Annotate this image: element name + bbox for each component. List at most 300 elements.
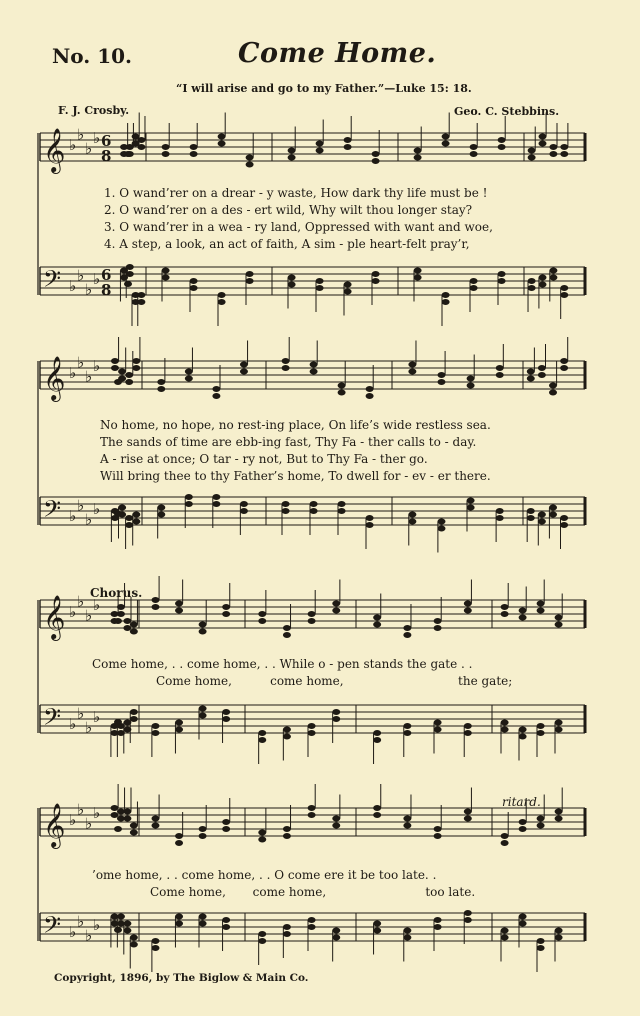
note-head <box>434 826 442 832</box>
note-head <box>151 945 159 951</box>
note-head <box>434 917 442 923</box>
flat-sign-icon: ♭ <box>85 814 93 833</box>
note-head <box>519 608 527 614</box>
note-head <box>310 501 318 507</box>
note-head <box>283 833 291 839</box>
note-head <box>151 823 159 829</box>
note-head <box>308 618 316 624</box>
note-head <box>308 723 316 729</box>
note-head <box>308 917 316 923</box>
note-head <box>332 601 340 607</box>
note-head <box>344 137 352 143</box>
composer-credit: Geo. C. Stebbins. <box>454 105 560 118</box>
note-head <box>137 299 145 305</box>
flat-sign-icon: ♭ <box>77 800 85 819</box>
note-head <box>258 938 266 944</box>
note-head <box>501 840 509 846</box>
note-head <box>175 727 183 733</box>
verse-3-line-1: 3. O wand’rer in a wea - ry land, Oppressed with want and woe, <box>104 220 493 234</box>
flat-sign-icon: ♭ <box>85 510 93 529</box>
note-head <box>185 494 193 500</box>
note-head <box>123 816 131 822</box>
note-head <box>528 155 536 161</box>
note-head <box>222 716 230 722</box>
note-head <box>283 625 291 631</box>
note-head <box>537 823 545 829</box>
note-head <box>222 819 230 825</box>
note-head <box>240 501 248 507</box>
note-head <box>501 928 509 934</box>
note-head <box>496 515 504 521</box>
note-head <box>501 604 509 610</box>
ritard-marking: ritard. <box>502 795 541 809</box>
note-head <box>332 823 340 829</box>
note-head <box>175 840 183 846</box>
note-head <box>130 716 138 722</box>
note-head <box>199 713 207 719</box>
note-head <box>126 264 134 270</box>
note-head <box>560 292 568 298</box>
flat-sign-icon: ♭ <box>85 280 93 299</box>
note-head <box>414 268 422 274</box>
note-head <box>258 931 266 937</box>
note-head <box>175 921 183 927</box>
note-head <box>175 914 183 920</box>
note-head <box>157 505 165 511</box>
note-head <box>372 278 380 284</box>
note-head <box>123 921 131 927</box>
note-head <box>308 611 316 617</box>
note-head <box>218 299 226 305</box>
flat-sign-icon: ♭ <box>85 367 93 386</box>
note-head <box>151 816 159 822</box>
note-head <box>332 608 340 614</box>
note-head <box>332 935 340 941</box>
note-head <box>258 730 266 736</box>
note-head <box>190 285 198 291</box>
verse-4-line-1: 4. A step, a look, an act of faith, A sim - ple heart-felt pray’r, <box>104 237 470 251</box>
note-head <box>218 141 226 147</box>
bass-clef-icon: 𝄢 <box>43 911 62 944</box>
note-head <box>151 938 159 944</box>
note-head <box>130 622 138 628</box>
chorus-line-1-lower: Come home, come home, the gate; <box>156 674 513 688</box>
note-head <box>240 369 248 375</box>
note-head <box>414 275 422 281</box>
note-head <box>246 155 254 161</box>
note-head <box>560 515 568 521</box>
note-head <box>283 826 291 832</box>
note-head <box>126 271 134 277</box>
note-head <box>464 809 472 815</box>
note-head <box>258 830 266 836</box>
note-head <box>519 819 527 825</box>
note-head <box>199 921 207 927</box>
note-head <box>539 141 547 147</box>
note-head <box>282 508 290 514</box>
note-head <box>282 501 290 507</box>
chorus-line-2-lower: Come home, come home, too late. <box>150 885 476 899</box>
note-head <box>111 618 119 624</box>
note-head <box>316 285 324 291</box>
copyright-notice: Copyright, 1896, by The Biglow & Main Co. <box>54 972 309 984</box>
note-head <box>519 826 527 832</box>
flat-sign-icon: ♭ <box>85 139 93 158</box>
note-head <box>527 508 535 514</box>
note-head <box>282 358 290 364</box>
note-head <box>185 369 193 375</box>
note-head <box>199 914 207 920</box>
note-head <box>498 137 506 143</box>
note-head <box>199 629 207 635</box>
note-head <box>123 618 131 624</box>
note-head <box>125 372 133 378</box>
note-head <box>403 816 411 822</box>
note-head <box>111 365 119 371</box>
note-head <box>137 292 145 298</box>
note-head <box>434 833 442 839</box>
note-head <box>162 144 170 150</box>
note-head <box>403 935 411 941</box>
note-head <box>125 522 133 528</box>
note-head <box>467 505 475 511</box>
note-head <box>118 505 126 511</box>
note-head <box>560 151 568 157</box>
note-head <box>123 809 131 815</box>
lyricist-credit: F. J. Crosby. <box>58 104 130 117</box>
note-head <box>288 282 296 288</box>
note-head <box>199 706 207 712</box>
note-head <box>111 508 119 514</box>
flat-sign-icon: ♭ <box>93 708 101 726</box>
note-head <box>212 386 220 392</box>
note-head <box>111 812 119 818</box>
flat-sign-icon: ♭ <box>77 353 85 372</box>
note-head <box>199 826 207 832</box>
note-head <box>222 611 230 617</box>
flat-sign-icon: ♭ <box>93 804 101 822</box>
note-head <box>114 927 122 933</box>
note-head <box>373 622 381 628</box>
note-head <box>288 148 296 154</box>
note-head <box>538 512 546 518</box>
note-head <box>372 271 380 277</box>
note-head <box>528 148 536 154</box>
note-head <box>118 369 126 375</box>
note-head <box>132 365 140 371</box>
note-head <box>442 141 450 147</box>
flat-sign-icon: ♭ <box>69 715 77 733</box>
note-head <box>519 921 527 927</box>
chorus-line-1-upper: Come home, . . come home, . . While o - pen stands the gate . . <box>92 657 473 671</box>
note-head <box>434 625 442 631</box>
note-head <box>538 372 546 378</box>
note-head <box>372 158 380 164</box>
note-head <box>222 826 230 832</box>
note-head <box>157 512 165 518</box>
note-head <box>332 816 340 822</box>
note-head <box>467 498 475 504</box>
chorus-label: Chorus. <box>90 586 143 600</box>
note-head <box>373 805 381 811</box>
note-head <box>537 723 545 729</box>
note-head <box>283 924 291 930</box>
flat-sign-icon: ♭ <box>77 496 85 515</box>
note-head <box>470 285 478 291</box>
note-head <box>437 379 445 385</box>
note-head <box>442 134 450 140</box>
flat-sign-icon: ♭ <box>77 912 85 931</box>
time-signature-top: 6 <box>101 132 112 150</box>
note-head <box>519 615 527 621</box>
note-head <box>470 278 478 284</box>
flat-sign-icon: ♭ <box>69 811 77 829</box>
note-head <box>137 144 145 150</box>
note-head <box>332 716 340 722</box>
note-head <box>123 928 131 934</box>
note-head <box>519 727 527 733</box>
note-head <box>175 601 183 607</box>
note-head <box>434 924 442 930</box>
note-head <box>162 275 170 281</box>
note-head <box>117 914 125 920</box>
note-head <box>111 805 119 811</box>
note-head <box>527 376 535 382</box>
note-head <box>316 278 324 284</box>
note-head <box>199 622 207 628</box>
note-head <box>549 505 557 511</box>
note-head <box>549 390 557 396</box>
note-head <box>437 526 445 532</box>
note-head <box>403 730 411 736</box>
note-head <box>218 292 226 298</box>
note-head <box>338 383 346 389</box>
note-head <box>560 522 568 528</box>
note-head <box>212 501 220 507</box>
note-head <box>498 271 506 277</box>
note-head <box>366 522 374 528</box>
note-head <box>175 720 183 726</box>
flat-sign-icon: ♭ <box>85 926 93 945</box>
note-head <box>537 938 545 944</box>
note-head <box>555 727 563 733</box>
note-head <box>222 917 230 923</box>
note-head <box>538 365 546 371</box>
note-head <box>130 629 138 635</box>
note-head <box>283 734 291 740</box>
note-head <box>199 833 207 839</box>
time-signature-top: 6 <box>101 266 112 284</box>
note-head <box>442 292 450 298</box>
note-head <box>132 512 140 518</box>
note-head <box>111 358 119 364</box>
note-head <box>464 601 472 607</box>
note-head <box>151 604 159 610</box>
note-head <box>125 379 133 385</box>
note-head <box>549 268 557 274</box>
note-head <box>185 376 193 382</box>
note-head <box>344 144 352 150</box>
note-head <box>190 151 198 157</box>
flat-sign-icon: ♭ <box>77 704 85 723</box>
flat-sign-icon: ♭ <box>85 718 93 737</box>
note-head <box>403 723 411 729</box>
note-head <box>366 515 374 521</box>
flat-sign-icon: ♭ <box>93 270 101 288</box>
note-head <box>218 134 226 140</box>
note-head <box>222 924 230 930</box>
note-head <box>501 935 509 941</box>
note-head <box>338 390 346 396</box>
note-head <box>162 268 170 274</box>
note-head <box>434 720 442 726</box>
note-head <box>434 727 442 733</box>
note-head <box>539 134 547 140</box>
verse-1-line-1: 1. O wand’rer on a drear - y waste, How dark thy life must be ! <box>104 186 488 200</box>
note-head <box>528 285 536 291</box>
note-head <box>434 618 442 624</box>
note-head <box>308 812 316 818</box>
note-head <box>498 278 506 284</box>
chorus-line-2-upper: ’ome home, . . come home, . . O come ere it be too late. . <box>92 868 437 882</box>
note-head <box>258 611 266 617</box>
note-head <box>464 816 472 822</box>
flat-sign-icon: ♭ <box>69 136 77 154</box>
scripture-epigraph: “I will arise and go to my Father.”—Luke 15: 18. <box>176 82 472 95</box>
note-head <box>408 362 416 368</box>
note-head <box>130 823 138 829</box>
note-head <box>467 376 475 382</box>
note-head <box>332 709 340 715</box>
flat-sign-icon: ♭ <box>93 500 101 518</box>
note-head <box>372 151 380 157</box>
note-head <box>124 281 132 287</box>
note-head <box>373 928 381 934</box>
note-head <box>185 501 193 507</box>
note-head <box>373 737 381 743</box>
note-head <box>464 730 472 736</box>
note-head <box>501 611 509 617</box>
note-head <box>130 942 138 948</box>
note-head <box>464 608 472 614</box>
note-head <box>470 151 478 157</box>
note-head <box>246 162 254 168</box>
note-head <box>126 151 134 157</box>
bass-clef-icon: 𝄢 <box>43 495 62 528</box>
note-head <box>258 737 266 743</box>
note-head <box>316 141 324 147</box>
note-head <box>537 816 545 822</box>
note-head <box>527 369 535 375</box>
note-head <box>125 515 133 521</box>
note-head <box>560 285 568 291</box>
note-head <box>555 816 563 822</box>
note-head <box>496 372 504 378</box>
note-head <box>151 723 159 729</box>
note-head <box>258 837 266 843</box>
note-head <box>373 730 381 736</box>
note-head <box>373 615 381 621</box>
note-head <box>308 805 316 811</box>
note-head <box>283 632 291 638</box>
flat-sign-icon: ♭ <box>93 357 101 375</box>
note-head <box>366 393 374 399</box>
note-head <box>132 519 140 525</box>
note-head <box>118 512 126 518</box>
note-head <box>408 519 416 525</box>
flat-sign-icon: ♭ <box>69 277 77 295</box>
note-head <box>528 278 536 284</box>
note-head <box>246 271 254 277</box>
note-head <box>310 508 318 514</box>
note-head <box>527 515 535 521</box>
note-head <box>288 275 296 281</box>
note-head <box>222 709 230 715</box>
note-head <box>151 730 159 736</box>
verse-2-line-2: The sands of time are ebb-ing fast, Thy Fa - ther calls to - day. <box>100 435 477 449</box>
note-head <box>403 823 411 829</box>
verse-4-line-2: Will bring thee to thy Father’s home, To dwell for - ev - er there. <box>100 469 491 483</box>
note-head <box>246 278 254 284</box>
note-head <box>470 144 478 150</box>
note-head <box>240 508 248 514</box>
note-head <box>408 512 416 518</box>
note-head <box>560 365 568 371</box>
note-head <box>501 727 509 733</box>
note-head <box>549 512 557 518</box>
flat-sign-icon: ♭ <box>93 596 101 614</box>
note-head <box>151 597 159 603</box>
note-head <box>537 601 545 607</box>
note-head <box>132 358 140 364</box>
note-head <box>538 519 546 525</box>
note-head <box>414 155 422 161</box>
note-head <box>157 379 165 385</box>
note-head <box>555 928 563 934</box>
note-head <box>464 910 472 916</box>
note-head <box>501 720 509 726</box>
note-head <box>366 386 374 392</box>
note-head <box>496 508 504 514</box>
note-head <box>114 826 122 832</box>
note-head <box>344 289 352 295</box>
note-head <box>175 608 183 614</box>
flat-sign-icon: ♭ <box>77 266 85 285</box>
flat-sign-icon: ♭ <box>69 507 77 525</box>
flat-sign-icon: ♭ <box>69 923 77 941</box>
note-head <box>338 501 346 507</box>
note-head <box>175 833 183 839</box>
note-head <box>130 709 138 715</box>
verse-2-line-1: 2. O wand’rer on a des - ert wild, Why wilt thou longer stay? <box>104 203 473 217</box>
treble-clef-icon: 𝄞 <box>43 595 66 639</box>
note-head <box>162 151 170 157</box>
note-head <box>316 148 324 154</box>
note-head <box>549 275 557 281</box>
note-head <box>123 625 131 631</box>
time-signature-bottom: 8 <box>101 281 112 299</box>
note-head <box>403 928 411 934</box>
flat-sign-icon: ♭ <box>77 592 85 611</box>
note-head <box>212 393 220 399</box>
note-head <box>403 632 411 638</box>
note-head <box>464 917 472 923</box>
note-head <box>537 730 545 736</box>
note-head <box>519 734 527 740</box>
flat-sign-icon: ♭ <box>85 606 93 625</box>
note-head <box>157 386 165 392</box>
treble-clef-icon: 𝄞 <box>43 356 66 400</box>
